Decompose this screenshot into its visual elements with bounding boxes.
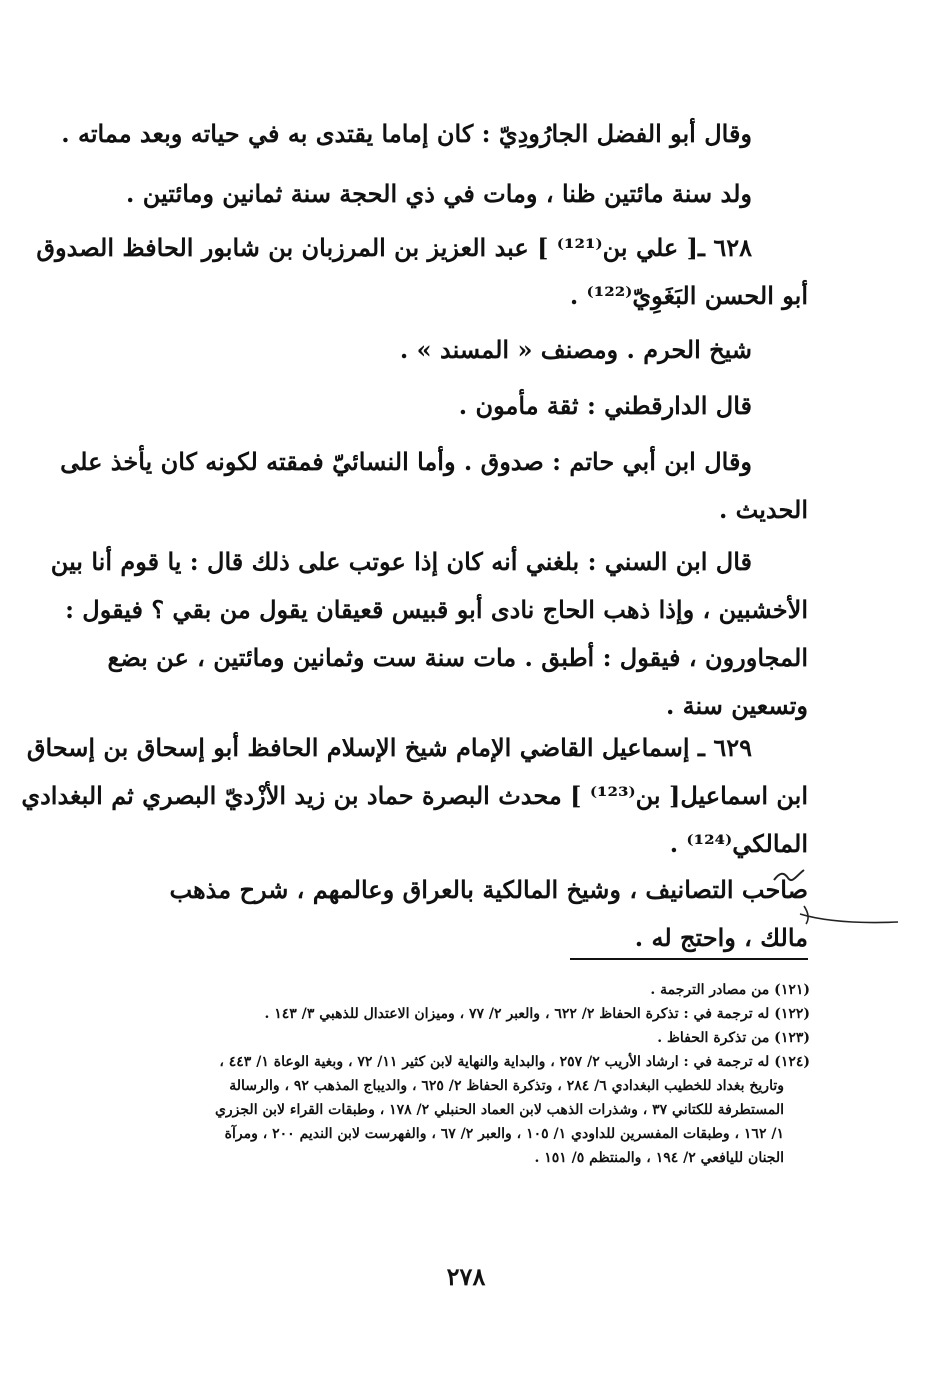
footnote-124: (١٢٤) له ترجمة في : ارشاد الأريب ٢/ ٢٥٧ ، والبداية والنهاية لابن كثير ١١/ ٧٢ ، وبغية الوعاة ١/ ٤٤٣ ، [219, 1054, 810, 1070]
footnote-124-cont: ١/ ١٦٢ ، وطبقات المفسرين للداودي ١/ ١٠٥ ، والعبر ٢/ ٦٧ ، والفهرست لابن النديم ٢٠٠ ، ومرآة [224, 1126, 784, 1142]
text-line: الحديث . [718, 495, 808, 524]
footnote-121: (١٢١) من مصادر الترجمة . [650, 982, 810, 998]
footnote-123: (١٢٣) من تذكرة الحفاظ . [657, 1030, 810, 1046]
text-line: وتسعين سنة . [665, 691, 808, 720]
footnote-122: (١٢٢) له ترجمة في : تذكرة الحفاظ ٢/ ٦٢٢ ، والعبر ٢/ ٧٧ ، وميزان الاعتدال للذهبي ٣/ ١٤٣ . [264, 1006, 810, 1022]
footnote-124-cont: وتاريخ بغداد للخطيب البغدادي ٦/ ٢٨٤ ، وتذكرة الحفاظ ٢/ ٦٢٥ ، والديباج المذهب ٩٢ ، والرسالة [229, 1078, 784, 1094]
text-line: ٦٢٨ ـ[ علي بن⁽¹²¹⁾ ] عبد العزيز بن المرزبان بن شابور الحافظ الصدوق [36, 233, 752, 262]
text-line: ٦٢٩ ـ إسماعيل القاضي الإمام شيخ الإسلام الحافظ أبو إسحاق بن إسحاق [26, 733, 752, 762]
text-line: قال ابن السني : بلغني أنه كان إذا عوتب على ذلك قال : يا قوم أنا بين [50, 547, 752, 576]
text-line: مالك ، واحتج له . [634, 923, 808, 952]
text-line: الأخشبين ، وإذا ذهب الحاج نادى أبو قبيس قعيقان يقول من بقي ؟ فيقول : [65, 595, 808, 624]
footnotes [110, 978, 810, 1170]
paragraph-jarudi [61, 110, 808, 218]
text-line: ولد سنة مائتين ظنا ، ومات في ذي الحجة سنة ثمانين ومائتين . [126, 179, 752, 208]
paragraph-ibn-abi-hatim [60, 438, 808, 534]
footnote-124-cont: الجنان لليافعي ٢/ ١٩٤ ، والمنتظم ٥/ ١٥١ . [534, 1150, 784, 1166]
entry-628-heading [36, 224, 808, 320]
footnote-divider [570, 958, 808, 960]
text-line: وقال ابن أبي حاتم : صدوق . وأما النسائيّ فمقته لكونه كان يأخذ على [60, 447, 752, 476]
text-line: صاحب التصانيف ، وشيخ المالكية بالعراق وعالمهم ، شرح مذهب [169, 875, 808, 904]
text-line: شيخ الحرم . ومصنف « المسند » . [399, 335, 752, 364]
text-line: المجاورون ، فيقول : أطبق . مات سنة ست وثمانين ومائتين ، عن بضع [107, 643, 808, 672]
entry-629-heading [21, 724, 808, 868]
paragraph-ibn-al-sunni [50, 538, 808, 730]
text-line: قال الدارقطني : ثقة مأمون . [458, 391, 752, 420]
paragraph-daraqutni [96, 382, 808, 430]
text-line: ابن اسماعيل[ بن⁽¹²³⁾ ] محدث البصرة حماد بن زيد الأزْديّ البصري ثم البغدادي [21, 781, 808, 810]
paragraph-sahib-tasanif [96, 866, 808, 962]
text-line: أبو الحسن البَغَوِيّ⁽¹²²⁾ . [569, 281, 808, 310]
text-line: المالكي⁽¹²⁴⁾ . [669, 829, 808, 858]
footnote-124-cont: المستطرفة للكتاني ٣٧ ، وشذرات الذهب لابن العماد الحنبلي ٢/ ١٧٨ ، وطبقات القراء لابن الجزري [214, 1102, 784, 1118]
text-line: وقال أبو الفضل الجارُودِيّ : كان إماما يقتدى به في حياته وبعد مماته . [61, 119, 752, 148]
page-number: ٢٧٨ [446, 1262, 486, 1291]
paragraph-shaykh-haram [96, 326, 808, 374]
pen-annotation-mark [770, 866, 900, 936]
